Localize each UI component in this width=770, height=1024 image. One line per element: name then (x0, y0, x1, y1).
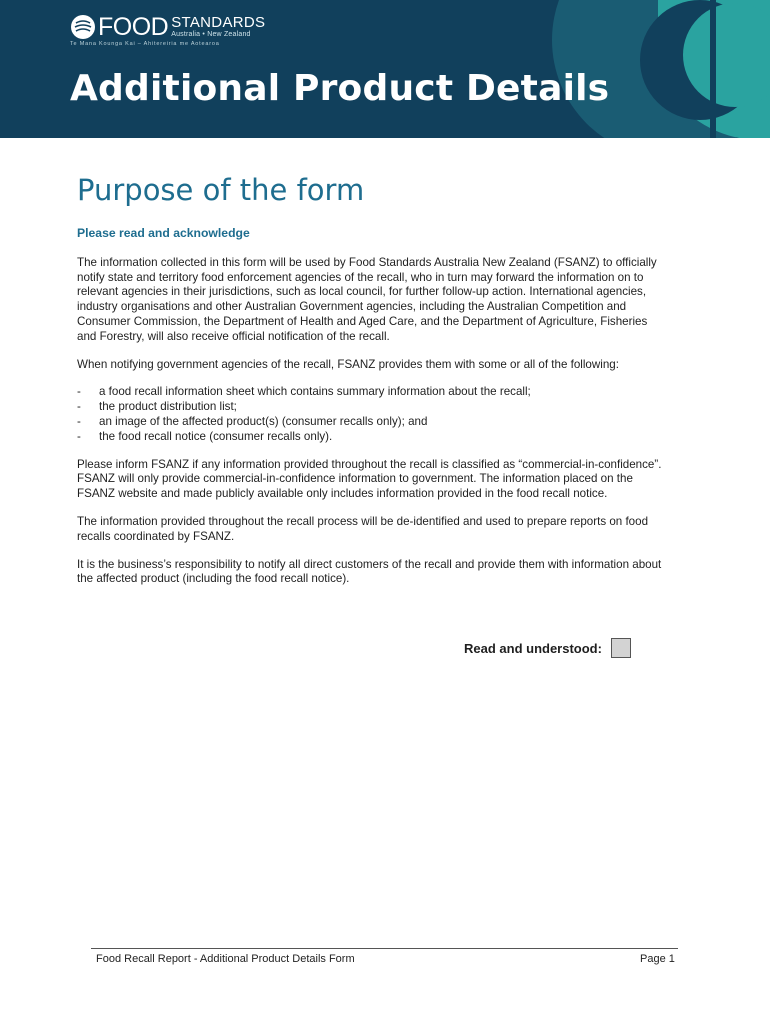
paragraph: When notifying government agencies of the recall, FSANZ provides them with some or all of the following: (77, 357, 619, 371)
paragraph: Please inform FSANZ if any information provided throughout the recall is classified as “commercial-in-confidence”. FSANZ will only provide commercial-in-confidence information to government. The information placed on the FSANZ website and made publicly available only includes information provided in the food recall notice. (77, 457, 662, 501)
footer-form-name: Food Recall Report - Additional Product Details Form (96, 953, 355, 965)
logo-subtitle: Australia • New Zealand (171, 30, 251, 38)
list-item: - an image of the affected product(s) (consumer recalls only); and (77, 414, 428, 428)
logo-word-food: FOOD (98, 13, 169, 41)
subheading: Please read and acknowledge (77, 226, 250, 240)
page-title: Additional Product Details (70, 68, 610, 109)
paragraph: The information collected in this form will be used by Food Standards Australia New Zealand (FSANZ) to officially notify state and territory food enforcement agencies of the recall, who in turn may forward the information on to relevant agencies in their jurisdictions, such as local council, for further follow-up action. International agencies, industry organisations and other Australian Government agencies, including the Australian Competition and Consumer Commission, the Department of Health and Aged Care, and the Department of Agriculture, Fisheries and Forestry, will also receive official notification of the recall. (77, 255, 657, 343)
footer-divider (91, 948, 678, 949)
acknowledge-row (464, 638, 631, 658)
list-item: - a food recall information sheet which contains summary information about the recall; (77, 385, 531, 399)
paragraph: The information provided throughout the recall process will be de-identified and used to prepare reports on food recalls coordinated by FSANZ. (77, 514, 649, 543)
header-banner (0, 0, 770, 138)
acknowledge-label: Read and understood: (464, 640, 602, 656)
list-item: - the product distribution list; (77, 400, 237, 414)
logo-word-standards: STANDARDS (171, 13, 266, 31)
paragraph: It is the business’s responsibility to notify all direct customers of the recall and provide them with information about the affected product (including the food recall notice). (77, 557, 662, 586)
section-title: Purpose of the form (77, 173, 365, 207)
footer-page-number: Page 1 (640, 953, 675, 965)
list-item: - the food recall notice (consumer recalls only). (77, 429, 333, 443)
notification-list (77, 385, 667, 444)
form-purpose-content (77, 226, 667, 600)
read-understood-checkbox[interactable] (611, 638, 631, 658)
globe-icon (70, 14, 96, 40)
fsanz-logo (70, 12, 265, 42)
logo-tagline: Te Mana Kounga Kai – Ahitereiria me Aotearoa (70, 41, 220, 47)
